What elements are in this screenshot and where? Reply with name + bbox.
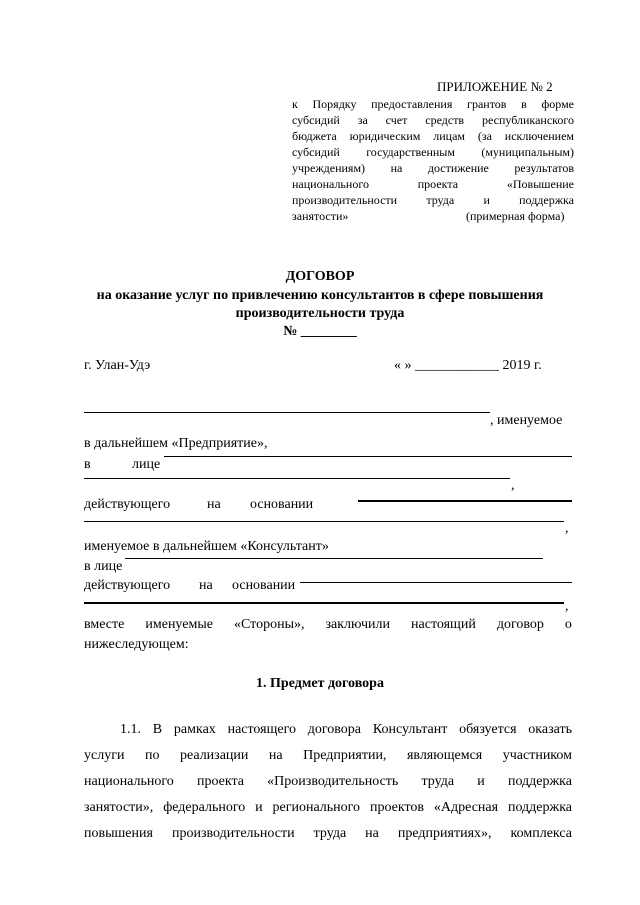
- appendix-line: учреждениям) на достижение результатов: [292, 161, 574, 175]
- appendix-line: субсидий за счет средств республиканского: [292, 113, 574, 127]
- together-word: о: [564, 617, 572, 632]
- enterprise-named-text-2: в дальнейшем «Предприятие»,: [84, 436, 268, 451]
- document-title: ДОГОВОР: [285, 269, 355, 284]
- paragraph-line: повышения производительности труда на предприятиях», комплекса: [84, 826, 572, 841]
- comma: ,: [565, 521, 569, 536]
- consultant-basis-field-cont[interactable]: [84, 602, 564, 604]
- together-word: именуемые: [145, 617, 213, 632]
- acting-label: действующего: [84, 497, 171, 512]
- consultant-named-text: именуемое в дальнейшем «Консультант»: [84, 539, 329, 554]
- enterprise-named-text: , именуемое: [490, 413, 563, 428]
- together-word: вместе: [84, 617, 125, 632]
- paragraph-line: услуги по реализации на Предприятии, являющемся участником: [84, 748, 572, 763]
- consultant-acting-label: действующего: [84, 578, 171, 593]
- enterprise-name-field[interactable]: [84, 412, 490, 413]
- in-person-prefix: в: [84, 457, 91, 472]
- consultant-acting-label: на: [199, 578, 213, 593]
- appendix-line: национального проекта «Повышение: [292, 177, 574, 191]
- appendix-line: субсидий государственным (муниципальным): [292, 145, 574, 159]
- appendix-line: производительности труда и поддержка: [292, 193, 574, 207]
- together-word: договор: [496, 617, 544, 632]
- section-paragraph: [84, 717, 572, 847]
- together-word: заключили: [325, 617, 390, 632]
- consultant-representative-field[interactable]: [125, 558, 543, 559]
- paragraph-line: 1.1. В рамках настоящего договора Консультант обязуется оказать: [120, 722, 572, 737]
- acting-label: на: [207, 497, 221, 512]
- paragraph-line: национального проекта «Производительность труда и поддержка: [84, 774, 572, 789]
- consultant-acting-label: основании: [232, 578, 296, 593]
- consultant-in-person-label: в лице: [84, 559, 123, 574]
- in-person-label: лице: [132, 457, 161, 472]
- document-subtitle: на оказание услуг по привлечению консультантов в сфере повышения: [96, 288, 544, 303]
- comma: ,: [565, 599, 569, 614]
- paragraph-line: занятости», федерального и регионального проектов «Адресная поддержка: [84, 800, 572, 815]
- section-title: 1. Предмет договора: [256, 676, 384, 691]
- form-note: (примерная форма): [466, 209, 565, 223]
- together-word: настоящий: [411, 617, 476, 632]
- document-number: № ________: [283, 324, 357, 339]
- appendix-line: занятости»: [292, 209, 349, 223]
- appendix-line: бюджета юридическим лицам (за исключением: [292, 129, 574, 143]
- together-end: нижеследующем:: [84, 637, 189, 652]
- city: г. Улан-Удэ: [84, 358, 151, 373]
- appendix-title: ПРИЛОЖЕНИЕ № 2: [437, 79, 553, 94]
- acting-label: основании: [250, 497, 314, 512]
- consultant-basis-field[interactable]: [300, 582, 572, 583]
- basis-field-cont[interactable]: [84, 521, 564, 522]
- basis-field[interactable]: [358, 500, 572, 502]
- document-subtitle: производительности труда: [235, 306, 405, 321]
- contract-date: « » ____________ 2019 г.: [394, 358, 542, 373]
- appendix-text: [292, 96, 574, 224]
- comma: ,: [511, 478, 515, 493]
- together-line: [84, 617, 572, 633]
- representative-field-cont[interactable]: [84, 478, 510, 479]
- together-word: «Стороны»,: [233, 617, 305, 632]
- representative-field[interactable]: [164, 456, 572, 457]
- appendix-line: к Порядку предоставления грантов в форме: [292, 97, 574, 111]
